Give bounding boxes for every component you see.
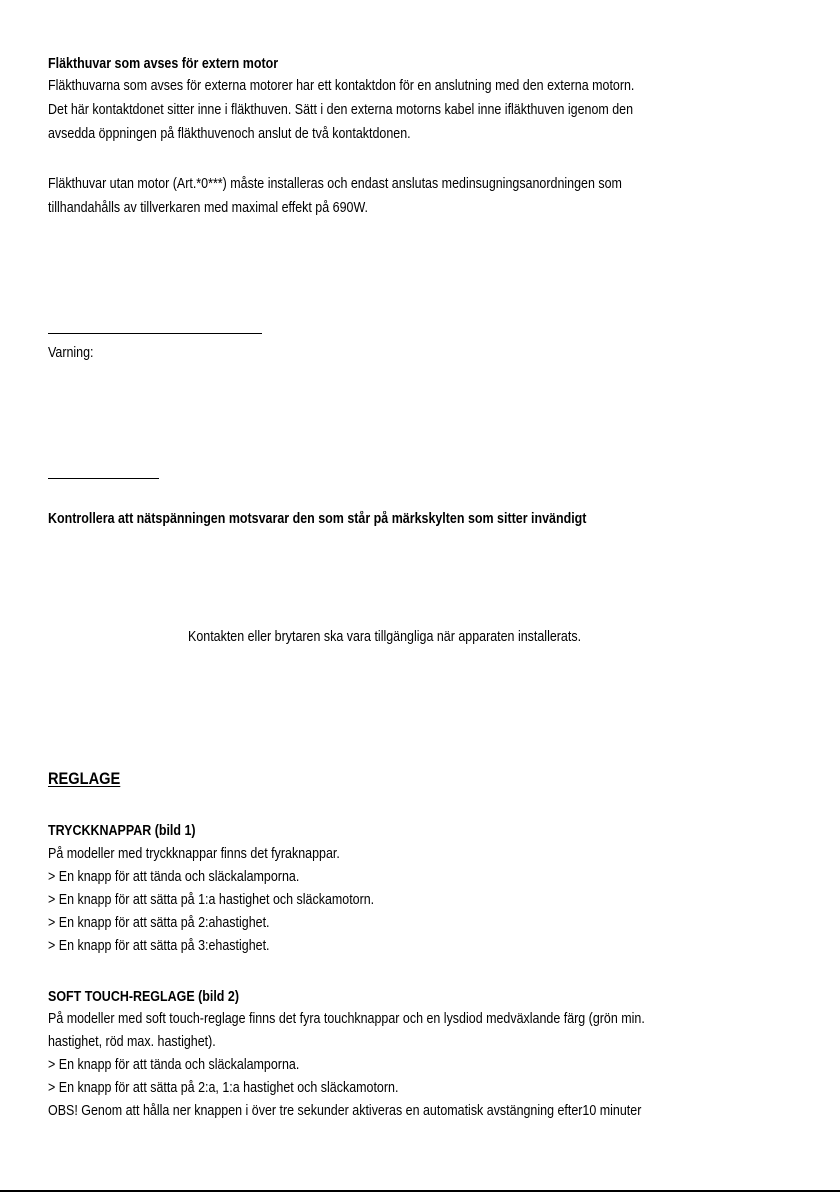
push-buttons-line-4: > En knapp för att sätta på 2:ahastighet. xyxy=(48,915,270,931)
switch-note-text: Kontakten eller brytaren ska vara tillgängliga när apparaten installerats. xyxy=(188,629,582,645)
external-motor-heading: Fläkthuvar som avses för extern motor xyxy=(48,56,279,72)
controls-heading: REGLAGE xyxy=(48,769,121,788)
divider-rule xyxy=(48,333,262,334)
push-buttons-heading: TRYCKKNAPPAR (bild 1) xyxy=(48,823,196,839)
push-buttons-line-1: På modeller med tryckknappar finns det fyraknappar. xyxy=(48,846,340,862)
external-motor-line-1: Fläkthuvarna som avses för externa motorer har ett kontaktdon för en anslutning med den externa motorn. xyxy=(48,78,635,94)
push-buttons-line-2: > En knapp för att tända och släckalamporna. xyxy=(48,869,300,885)
soft-touch-line-3: > En knapp för att tända och släckalamporna. xyxy=(48,1057,300,1073)
push-buttons-line-5: > En knapp för att sätta på 3:ehastighet. xyxy=(48,938,270,954)
voltage-check-text: Kontrollera att nätspänningen motsvarar den som står på märkskylten som sitter invändigt xyxy=(48,511,587,527)
soft-touch-heading: SOFT TOUCH-REGLAGE (bild 2) xyxy=(48,989,239,1005)
external-motor-line-2: Det här kontaktdonet sitter inne i fläkthuven. Sätt i den externa motorns kabel inne ifläkthuven igenom den xyxy=(48,102,634,118)
no-motor-line-2: tillhandahålls av tillverkaren med maximal effekt på 690W. xyxy=(48,200,369,216)
soft-touch-line-2: hastighet, röd max. hastighet). xyxy=(48,1034,216,1050)
soft-touch-line-4: > En knapp för att sätta på 2:a, 1:a hastighet och släckamotorn. xyxy=(48,1080,399,1096)
soft-touch-line-5: OBS! Genom att hålla ner knappen i över tre sekunder aktiveras en automatisk avstängning efter10 minuter xyxy=(48,1103,642,1119)
push-buttons-line-3: > En knapp för att sätta på 1:a hastighet och släckamotorn. xyxy=(48,892,375,908)
divider-rule-short xyxy=(48,478,159,479)
external-motor-line-3: avsedda öppningen på fläkthuvenoch anslut de två kontaktdonen. xyxy=(48,126,411,142)
warning-label: Varning: xyxy=(48,345,94,361)
soft-touch-line-1: På modeller med soft touch-reglage finns det fyra touchknappar och en lysdiod medväxlande färg (grön min. xyxy=(48,1011,645,1027)
no-motor-line-1: Fläkthuvar utan motor (Art.*0***) måste installeras och endast anslutas medinsugningsanordningen som xyxy=(48,176,622,192)
